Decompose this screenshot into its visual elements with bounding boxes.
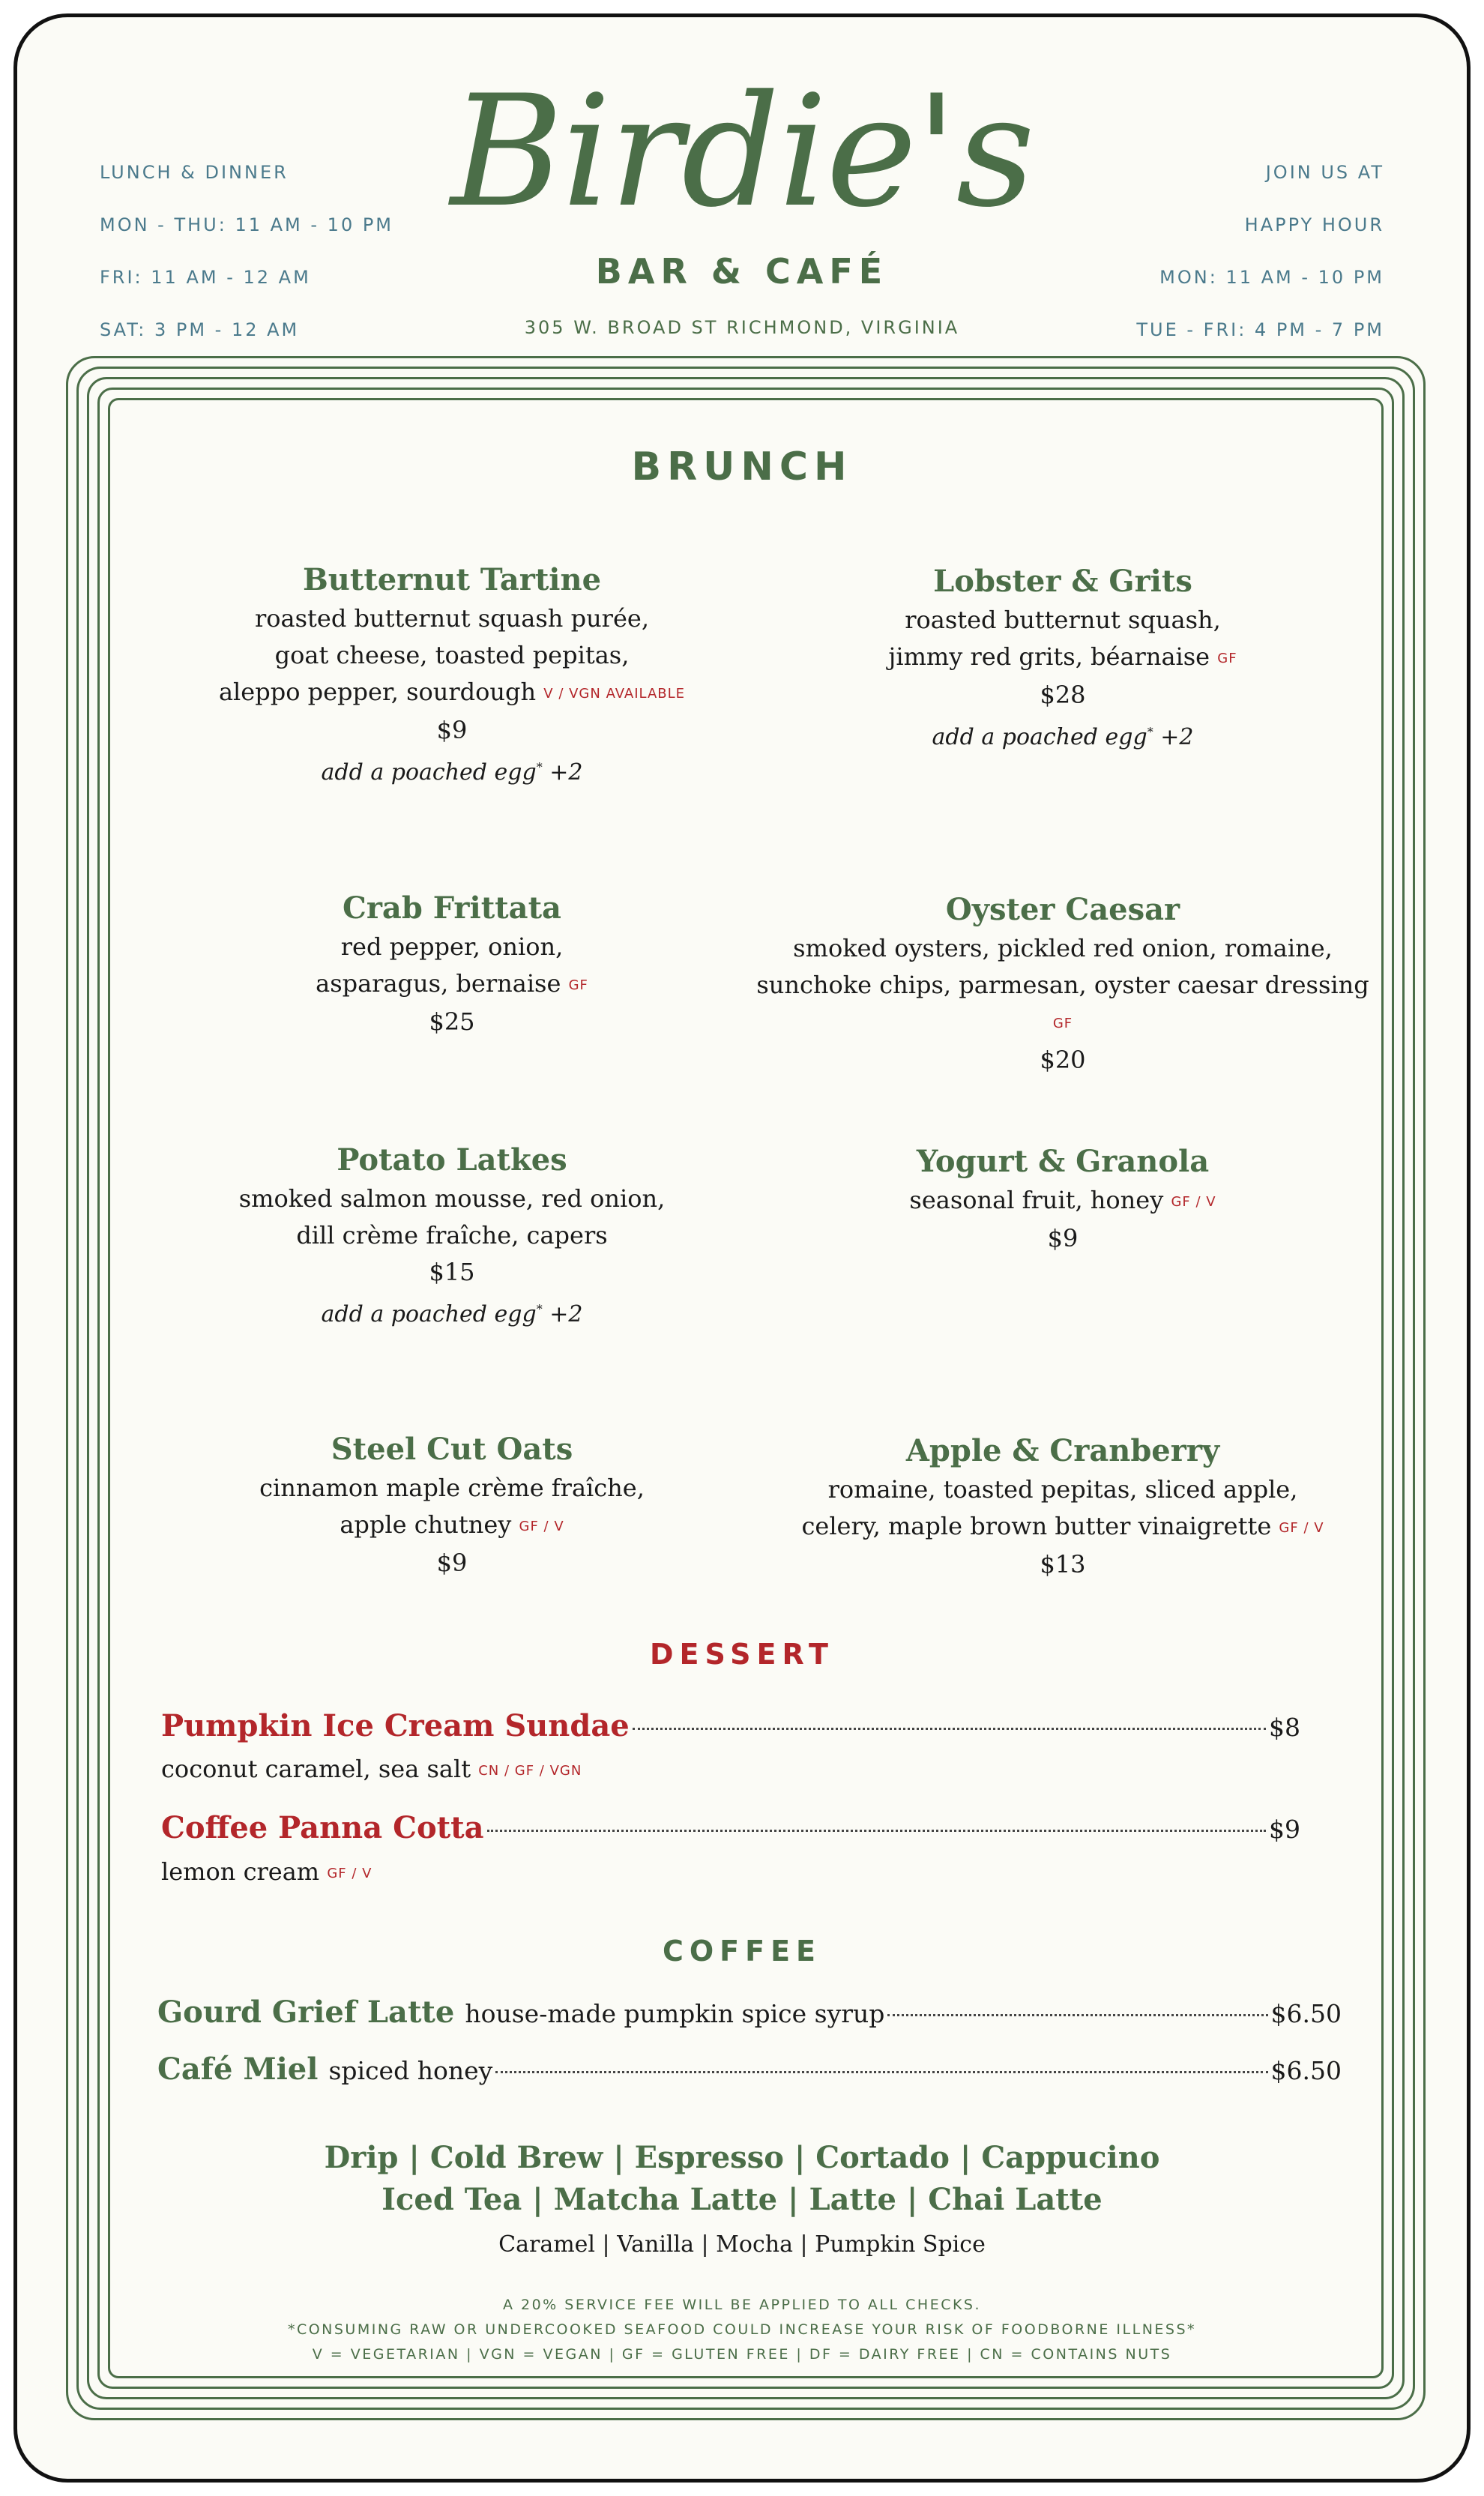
menu-item	[145, 1429, 759, 1582]
item-desc: red pepper, onion,	[340, 932, 564, 961]
happy-hour-line: TUE - FRI: 4 PM - 7 PM	[1136, 319, 1384, 340]
coffee-desc: spiced honey	[328, 2056, 493, 2085]
dessert-name: Coffee Panna Cotta	[161, 1810, 484, 1845]
item-name: Crab Frittata	[343, 890, 561, 926]
drinks-list	[17, 2137, 1467, 2266]
item-desc: cinnamon maple crème fraîche,	[259, 1474, 645, 1502]
item-name: Butternut Tartine	[302, 562, 602, 597]
happy-hour-line: JOIN US AT	[1265, 162, 1384, 183]
menu-item	[145, 560, 759, 791]
item-desc: seasonal fruit, honey	[909, 1186, 1164, 1214]
item-name: Lobster & Grits	[933, 564, 1192, 599]
hours-line: MON - THU: 11 AM - 10 PM	[100, 214, 394, 235]
coffee-price: $6.50	[1270, 1999, 1342, 2028]
item-desc: dill crème fraîche, capers	[296, 1221, 608, 1249]
happy-hour-block	[1136, 146, 1384, 356]
dietary-tag: GF	[1052, 1016, 1073, 1031]
dessert-row	[161, 1708, 1300, 1743]
item-price: $9	[1047, 1224, 1079, 1252]
address: 305 W. BROAD ST RICHMOND, VIRGINIA	[524, 317, 960, 338]
add-on: add a poached egg* +2	[321, 759, 583, 786]
add-on: add a poached egg* +2	[932, 724, 1194, 750]
item-desc: goat cheese, toasted pepitas,	[274, 641, 630, 669]
item-price: $25	[429, 1007, 475, 1036]
item-name: Potato Latkes	[337, 1142, 567, 1178]
item-name: Steel Cut Oats	[331, 1432, 573, 1467]
dot-leader	[887, 2014, 1267, 2016]
item-desc: roasted butternut squash,	[905, 606, 1221, 634]
item-desc: smoked salmon mousse, red onion,	[238, 1184, 666, 1213]
dietary-tag: GF	[1217, 651, 1237, 666]
footer-notes	[17, 2293, 1467, 2367]
happy-hour-line: MON: 11 AM - 10 PM	[1159, 267, 1384, 288]
dessert-desc: lemon cream	[161, 1857, 320, 1886]
item-price: $28	[1040, 681, 1086, 709]
logo: Birdie's	[450, 63, 1034, 241]
dessert-desc: coconut caramel, sea salt	[161, 1755, 471, 1783]
dietary-tag: CN / GF / VGN	[478, 1763, 582, 1779]
item-desc: romaine, toasted pepitas, sliced apple,	[827, 1475, 1298, 1504]
dietary-tag: GF / V	[519, 1519, 564, 1534]
menu-item	[755, 561, 1370, 756]
menu-item	[145, 888, 759, 1040]
item-desc: aleppo pepper, sourdough	[218, 678, 537, 706]
subtitle: BAR & CAFÉ	[595, 251, 889, 292]
dessert-title: DESSERT	[650, 1638, 834, 1671]
dietary-tag: V / VGN AVAILABLE	[543, 686, 686, 702]
coffee-name: Gourd Grief Latte	[157, 1995, 455, 2030]
menu-item	[755, 1142, 1370, 1257]
item-desc: jimmy red grits, béarnaise	[888, 642, 1210, 671]
drinks-line: Drip | Cold Brew | Espresso | Cortado | Cappucino	[324, 2140, 1160, 2175]
dessert-desc-line	[161, 1755, 582, 1783]
hours-line: SAT: 3 PM - 12 AM	[100, 319, 300, 340]
item-desc: roasted butternut squash purée,	[254, 604, 650, 633]
dessert-price: $9	[1269, 1815, 1300, 1844]
dessert-desc-line	[161, 1857, 372, 1886]
dietary-legend: V = VEGETARIAN | VGN = VEGAN | GF = GLUTEN FREE | DF = DAIRY FREE | CN = CONTAINS NUTS	[312, 2346, 1172, 2363]
menu-item	[748, 890, 1378, 1079]
dot-leader	[495, 2071, 1267, 2073]
item-name: Oyster Caesar	[945, 892, 1180, 927]
brunch-title: BRUNCH	[631, 444, 853, 489]
dietary-tag: GF / V	[1171, 1194, 1216, 1210]
coffee-desc: house-made pumpkin spice syrup	[465, 1999, 885, 2028]
item-desc: asparagus, bernaise	[316, 969, 561, 998]
dietary-tag: GF	[568, 977, 588, 993]
menu-item	[145, 1140, 759, 1333]
dot-leader	[633, 1728, 1266, 1730]
item-name: Apple & Cranberry	[905, 1433, 1220, 1468]
seafood-warning: *CONSUMING RAW OR UNDERCOOKED SEAFOOD COULD INCREASE YOUR RISK OF FOODBORNE ILLNESS*	[287, 2321, 1197, 2338]
item-price: $20	[1040, 1046, 1086, 1074]
item-desc: celery, maple brown butter vinaigrette	[801, 1512, 1272, 1540]
dietary-tag: GF / V	[327, 1866, 372, 1881]
item-name: Yogurt & Granola	[916, 1144, 1210, 1179]
dessert-name: Pumpkin Ice Cream Sundae	[161, 1708, 630, 1743]
menu-sheet	[13, 13, 1471, 2483]
dot-leader	[487, 1830, 1267, 1832]
dessert-price: $8	[1269, 1713, 1300, 1742]
happy-hour-line: HAPPY HOUR	[1244, 214, 1384, 235]
add-on: add a poached egg* +2	[321, 1301, 583, 1327]
drinks-line: Iced Tea | Matcha Latte | Latte | Chai Latte	[381, 2182, 1103, 2217]
dietary-tag: GF / V	[1279, 1520, 1324, 1536]
hours-line: LUNCH & DINNER	[100, 162, 289, 183]
item-desc: apple chutney	[340, 1510, 512, 1539]
service-fee-note: A 20% SERVICE FEE WILL BE APPLIED TO ALL CHECKS.	[502, 2297, 982, 2313]
coffee-price: $6.50	[1270, 2056, 1342, 2085]
item-price: $15	[429, 1258, 475, 1286]
menu-item	[755, 1431, 1370, 1583]
item-price: $9	[436, 1549, 468, 1577]
flavor-addons: Caramel | Vanilla | Mocha | Pumpkin Spice	[498, 2231, 986, 2258]
coffee-row	[157, 2052, 1342, 2087]
coffee-title: COFFEE	[662, 1935, 822, 1968]
item-price: $13	[1040, 1550, 1086, 1579]
hours-line: FRI: 11 AM - 12 AM	[100, 267, 311, 288]
coffee-name: Café Miel	[157, 2052, 319, 2087]
item-desc: sunchoke chips, parmesan, oyster caesar dressing	[756, 971, 1369, 999]
item-desc: smoked oysters, pickled red onion, romaine,	[793, 934, 1333, 962]
dessert-row	[161, 1810, 1300, 1845]
coffee-row	[157, 1995, 1342, 2030]
item-price: $9	[436, 716, 468, 744]
